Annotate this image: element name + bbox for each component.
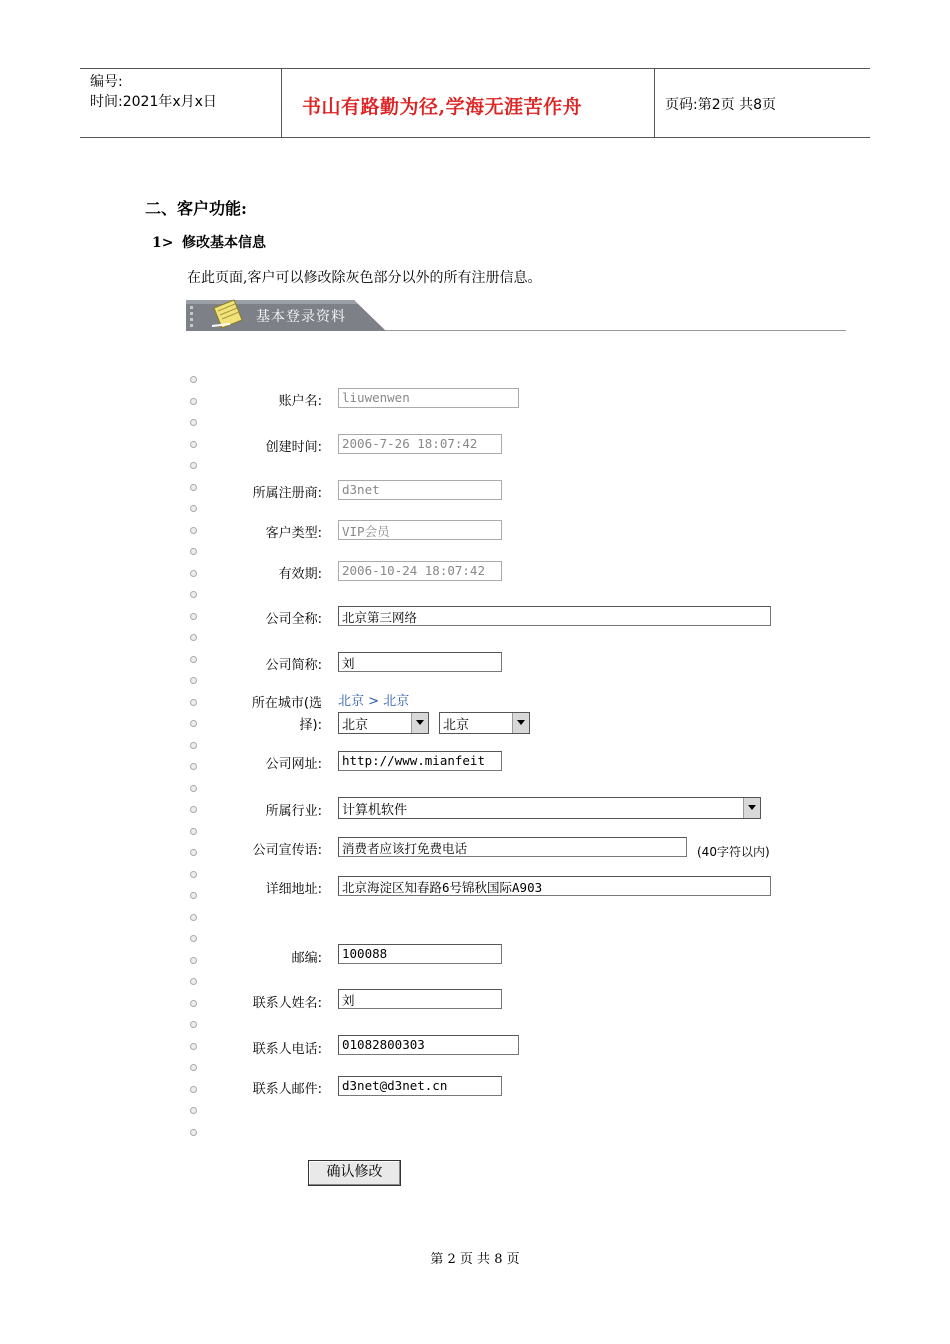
intro-paragraph: 在此页面,客户可以修改除灰色部分以外的所有注册信息。 [187,270,542,286]
header-motto-cell [282,69,655,137]
number-label: 编号: [90,74,123,90]
breadcrumb-city: 北京 [383,694,410,709]
chevron-down-icon[interactable] [512,713,529,733]
dot-bullet [190,935,197,942]
dot-bullet [190,785,197,792]
dot-bullet [190,1064,197,1071]
contact-email-label: 联系人邮件: [252,1082,322,1097]
dot-bullet [190,1021,197,1028]
section-title: 二、客户功能: [145,199,247,218]
dot-bullet [190,1129,197,1136]
dot-bullet [190,1107,197,1114]
motto: 书山有路勤为径,学海无涯苦作舟 [302,96,583,118]
dot-bullet [190,914,197,921]
slogan-input[interactable]: 消费者应该打免费电话 [338,837,687,857]
chevron-down-icon[interactable] [743,798,760,818]
time-label: 时间:2021年x月x日 [90,94,217,110]
city-label-line2: 择): [299,718,322,733]
contact-email-input[interactable]: d3net@d3net.cn [338,1076,502,1096]
dot-bullet [190,376,197,383]
created-label: 创建时间: [265,440,322,455]
notepad-icon [208,298,248,332]
zipcode-input[interactable]: 100088 [338,944,502,964]
subsection-number: 1> [152,235,174,251]
page-label: 页码:第2页 共8页 [665,97,776,113]
customer-type-label: 客户类型: [265,526,322,541]
header-meta-cell [80,69,282,137]
dot-bullet [190,634,197,641]
chevron-down-icon[interactable] [411,713,428,733]
industry-select[interactable] [338,797,761,819]
form-banner [186,298,846,332]
subsection-text: 修改基本信息 [182,235,266,251]
document-header [80,68,870,138]
company-short-input[interactable]: 刘 [338,652,502,672]
breadcrumb-separator: > [368,694,380,709]
city-label-line1: 所在城市(选 [251,696,322,711]
banner-title: 基本登录资料 [256,309,346,325]
confirm-modify-button[interactable]: 确认修改 [308,1160,401,1186]
created-input[interactable]: 2006-7-26 18:07:42 [338,434,502,454]
valid-until-label: 有效期: [278,567,322,582]
dot-bullet [190,828,197,835]
dot-bullet [190,548,197,555]
customer-type-input[interactable]: VIP会员 [338,520,502,540]
industry-label: 所属行业: [265,804,322,819]
contact-name-label: 联系人姓名: [252,996,322,1011]
website-input[interactable]: http://www.mianfeit [338,751,502,771]
website-label: 公司网址: [265,757,322,772]
contact-phone-label: 联系人电话: [252,1042,322,1057]
valid-until-input[interactable]: 2006-10-24 18:07:42 [338,561,502,581]
registrar-label: 所属注册商: [252,486,322,501]
province-select[interactable] [338,712,429,734]
city-breadcrumb [338,690,409,709]
slogan-label: 公司宣传语: [252,843,322,858]
account-label: 账户名: [278,394,322,409]
dot-bullet [190,978,197,985]
contact-phone-input[interactable]: 01082800303 [338,1035,519,1055]
industry-select-value: 计算机软件 [342,803,408,818]
province-select-value: 北京 [342,718,369,733]
contact-name-input[interactable]: 刘 [338,989,502,1009]
dot-bullet [190,462,197,469]
dot-bullet [190,505,197,512]
company-short-label: 公司简称: [265,658,322,673]
company-full-input[interactable]: 北京第三网络 [338,606,771,626]
dot-bullet [190,419,197,426]
slogan-hint: (40字符以内) [697,845,770,859]
city-select[interactable] [439,712,530,734]
city-select-value: 北京 [443,718,470,733]
page-footer: 第 2 页 共 8 页 [430,1252,520,1267]
registrar-input[interactable]: d3net [338,480,502,500]
dot-bullet [190,871,197,878]
subsection-title [152,232,266,252]
account-input[interactable]: liuwenwen [338,388,519,408]
dot-bullet [190,591,197,598]
dot-bullet [190,742,197,749]
breadcrumb-province: 北京 [338,694,365,709]
address-label: 详细地址: [265,882,322,897]
header-page-cell [655,69,870,137]
zipcode-label: 邮编: [291,951,322,966]
dot-bullet [190,677,197,684]
company-full-label: 公司全称: [265,612,322,627]
address-input[interactable]: 北京海淀区知春路6号锦秋国际A903 [338,876,771,896]
